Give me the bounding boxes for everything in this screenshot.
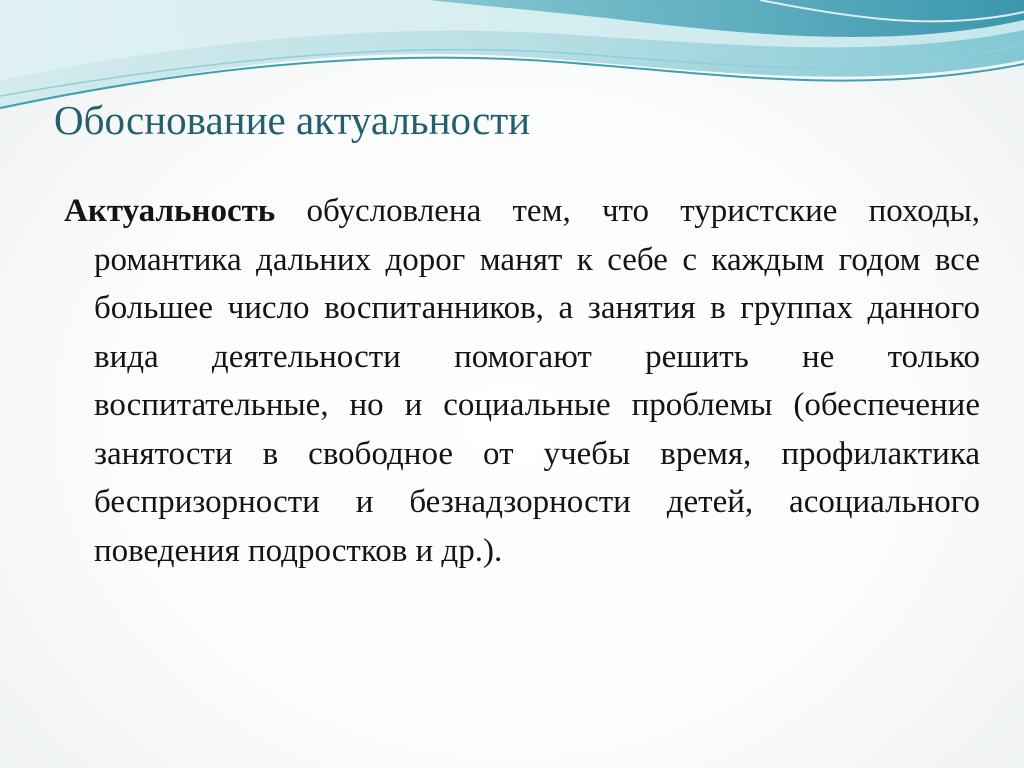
body-lead-term: Актуальность <box>64 193 276 229</box>
body-paragraph <box>64 187 980 575</box>
body-text: обусловлена тем, что туристские походы, романтика дальних дорог манят к себе с каждым годом все большее число воспитанников, а занятия в группах данного вида деятельности помогают решить не только воспитательные, но и социальные проблемы (обеспечение занятости в свободное от учебы время, профилактика беспризорности и безнадзорности детей, асоциального поведения подростков и др.). <box>94 193 980 569</box>
slide-title: Обоснование актуальности <box>54 97 531 143</box>
